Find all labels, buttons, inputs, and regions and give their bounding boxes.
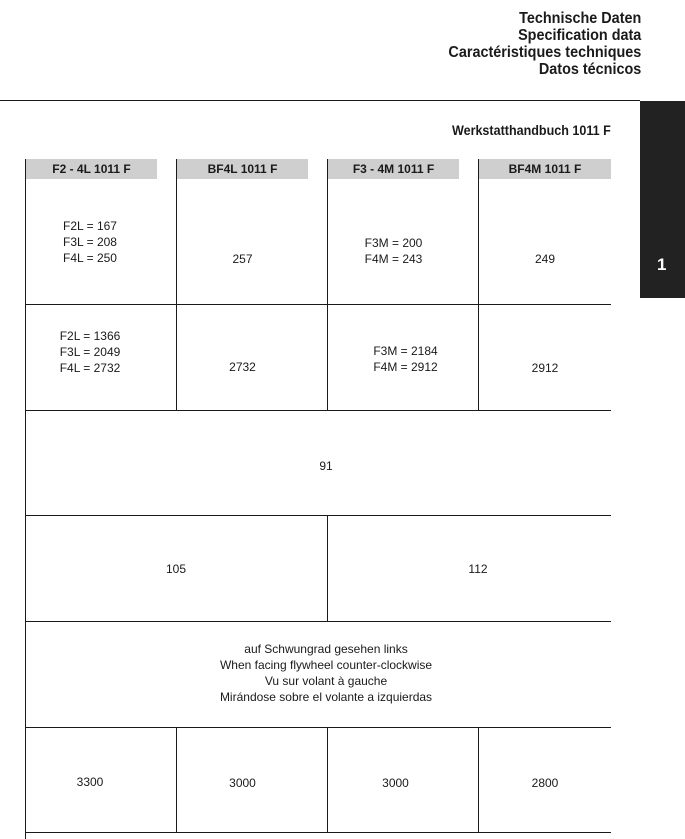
table-cell: 2800 <box>531 776 559 790</box>
table-cell: 257 <box>232 252 253 266</box>
column-header-bf4l: BF4L 1011 F <box>177 159 308 179</box>
table-cell: 112 <box>468 562 488 576</box>
table-cell <box>26 210 154 274</box>
cell-line: F3L = 2049 <box>59 345 121 359</box>
table-cell: 2912 <box>531 361 559 375</box>
grid-line <box>25 410 611 411</box>
cell-line: Mirándose sobre el volante a izquierdas <box>219 690 433 704</box>
table-cell <box>26 326 154 378</box>
table-cell: 3300 <box>76 775 104 789</box>
table-cell <box>328 234 459 268</box>
grid-line <box>25 304 611 305</box>
cell-line: F4M = 243 <box>364 252 423 266</box>
cell-line: F3L = 208 <box>63 235 117 249</box>
cell-line: F4L = 2732 <box>59 361 121 375</box>
column-header-f3-4m: F3 - 4M 1011 F <box>328 159 459 179</box>
table-cell: 3000 <box>382 776 409 790</box>
cell-line: F2L = 1366 <box>59 329 121 343</box>
cell-line: F4M = 2912 <box>373 360 438 374</box>
column-header-bf4m: BF4M 1011 F <box>479 159 611 179</box>
title-french: Caractéristiques techniques <box>448 44 641 61</box>
cell-line: auf Schwungrad gesehen links <box>244 642 408 656</box>
title-spanish: Datos técnicos <box>538 61 641 78</box>
table-cell: 105 <box>165 562 187 576</box>
title-english: Specification data <box>517 27 641 44</box>
table-cell <box>26 640 626 706</box>
grid-line <box>25 515 611 516</box>
grid-line <box>25 832 611 833</box>
cell-line: Vu sur volant à gauche <box>264 674 388 688</box>
cell-line: F2L = 167 <box>63 219 117 233</box>
table-cell <box>328 342 483 376</box>
grid-line <box>25 727 611 728</box>
cell-line: F4L = 250 <box>63 251 117 265</box>
table-cell: 91 <box>319 459 333 473</box>
table-cell: 2732 <box>229 360 256 374</box>
cell-line: When facing flywheel counter-clockwise <box>219 658 433 672</box>
cell-line: F3M = 2184 <box>373 344 438 358</box>
table-cell: 249 <box>534 252 556 266</box>
table-cell: 3000 <box>229 776 256 790</box>
chapter-number: 1 <box>657 255 667 274</box>
manual-title: Werkstatthandbuch 1011 F <box>452 123 611 138</box>
title-german: Technische Daten <box>518 10 641 27</box>
column-header-f2-4l: F2 - 4L 1011 F <box>26 159 157 179</box>
grid-line <box>25 621 611 622</box>
cell-line: F3M = 200 <box>364 236 423 250</box>
